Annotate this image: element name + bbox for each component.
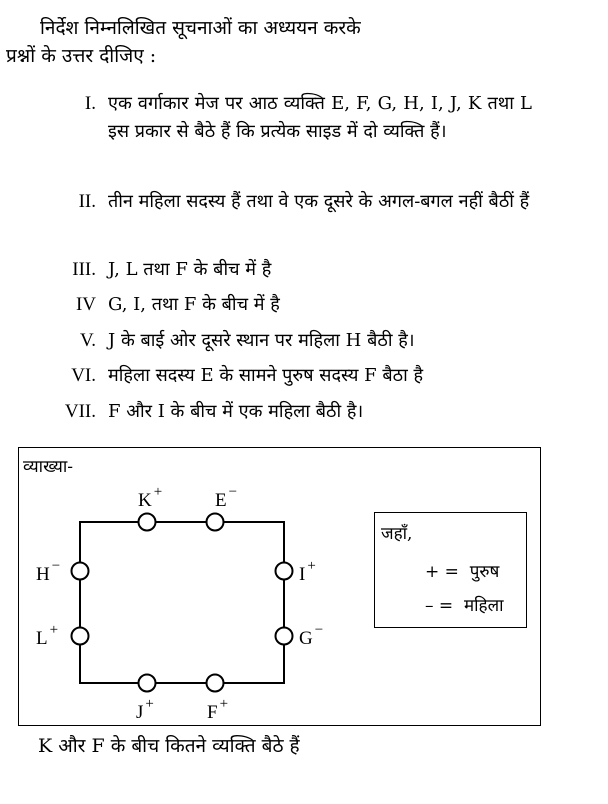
seat-label-i: I + xyxy=(299,558,316,585)
seat-h xyxy=(72,563,89,580)
instructions-line-2: प्रश्नों के उत्तर दीजिए : xyxy=(6,45,157,67)
seat-l xyxy=(72,628,89,645)
statement-text: एक वर्गाकार मेज पर आठ व्यक्ति E, F, G, H, I, J, K तथा L इस प्रकार से बैठे हैं कि प्रत्येक साइड में दो व्यक्ति हैं। xyxy=(108,93,532,142)
seat-f xyxy=(207,675,224,692)
instructions-line-1: निर्देश निम्नलिखित सूचनाओं का अध्ययन करके xyxy=(40,17,361,39)
legend-male xyxy=(425,559,499,582)
legend-box xyxy=(374,512,527,628)
seat-g xyxy=(276,628,293,645)
statement-text: तीन महिला सदस्य हैं तथा वे एक दूसरे के अगल-बगल नहीं बैठीं हैं xyxy=(108,191,530,212)
statement-number: IV xyxy=(75,294,96,315)
seat-j xyxy=(139,675,156,692)
statement-text: J के बाई ओर दूसरे स्थान पर महिला H बैठी है। xyxy=(108,330,415,351)
statement-number: VI. xyxy=(71,365,96,386)
seat-i xyxy=(276,563,293,580)
seat-label-h: H − xyxy=(36,558,61,585)
seat-label-e: E − xyxy=(215,484,238,511)
statement-number: I. xyxy=(84,93,96,114)
statement-number: VII. xyxy=(64,401,96,422)
seat-label-k: K + xyxy=(138,484,163,511)
table-square xyxy=(80,522,284,683)
statement-number: II. xyxy=(78,191,96,212)
seat-k xyxy=(139,514,156,531)
seat-label-g: G − xyxy=(299,622,324,649)
statement-text: G, I, तथा F के बीच में है xyxy=(108,294,280,315)
statement-text: महिला सदस्य E के सामने पुरुष सदस्य F बैठा है xyxy=(108,365,424,386)
question-text: K और F के बीच कितने व्यक्ति बैठे हैं xyxy=(38,735,300,757)
female-symbol: – = xyxy=(425,596,454,616)
seat-label-j: J + xyxy=(136,696,154,723)
seat-label-l: L + xyxy=(36,622,59,649)
explanation-title: व्याख्या- xyxy=(23,457,74,477)
legend-female xyxy=(425,593,504,616)
statement-text: F और I के बीच में एक महिला बैठी है। xyxy=(108,401,364,422)
statement-text: J, L तथा F के बीच में है xyxy=(108,259,272,280)
female-label: महिला xyxy=(463,596,504,616)
statement-number: III. xyxy=(72,259,96,280)
statement-number: V. xyxy=(79,330,96,351)
seat-e xyxy=(207,514,224,531)
male-symbol: + = xyxy=(425,562,459,582)
legend-heading: जहाँ, xyxy=(381,524,413,544)
seat-label-f: F + xyxy=(207,696,229,723)
male-label: पुरुष xyxy=(469,562,500,582)
